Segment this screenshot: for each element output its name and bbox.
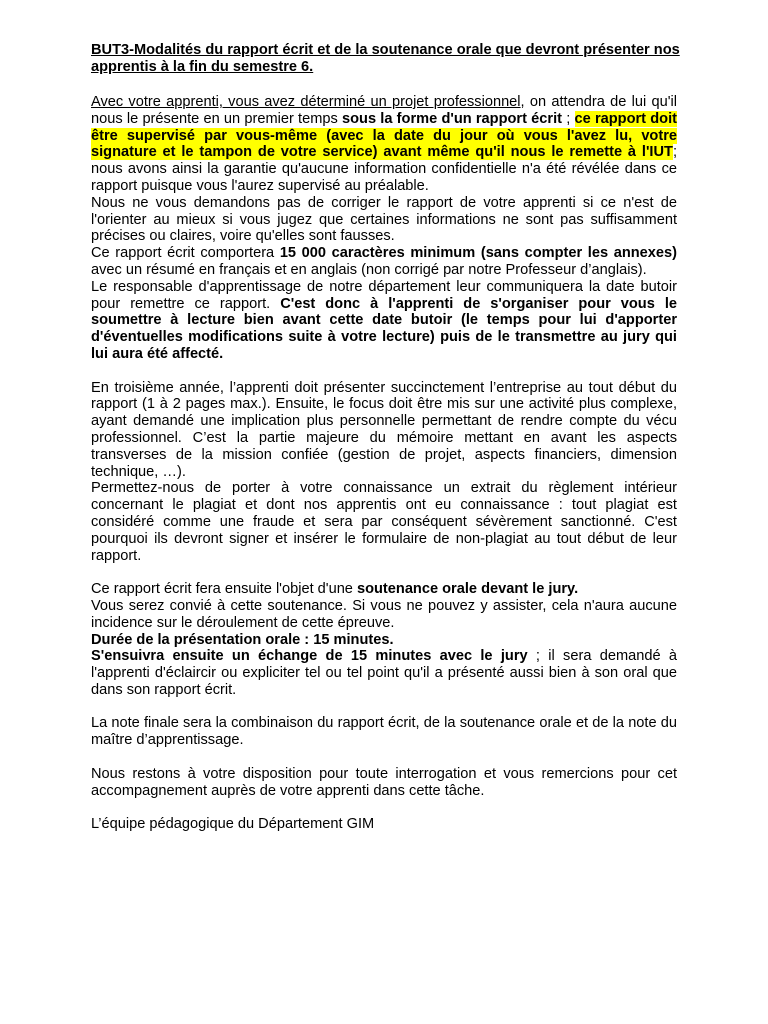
- paragraph-grade: La note finale sera la combinaison du rapport écrit, de la soutenance orale et de la note du maître d’apprentissage.: [91, 715, 677, 749]
- bold-run: sous la forme d'un rapport écrit: [342, 110, 563, 127]
- paragraph-closing: Nous restons à votre disposition pour toute interrogation et vous remercions pour cet accompagnement auprès de votre apprenti dans cette tâche.: [91, 765, 677, 799]
- paragraph-spacer: [91, 799, 677, 816]
- bold-run: C'est donc à l'apprenti de s'organiser pour vous le soumettre à lecture bien avant cette date butoir (le temps pour lui d'apporter d'éventuelles modifications suite à votre lecture) puis de le transmettre au jury qui lui aura été affecté.: [91, 295, 677, 362]
- paragraph-length: [91, 245, 677, 279]
- bold-run: soutenance orale devant le jury.: [356, 581, 579, 598]
- text-run: , on attendra de lui qu'il nous le présente en un premier temps: [91, 94, 677, 127]
- paragraph-oral: [91, 581, 677, 598]
- text-run: ; nous avons ainsi la garantie qu'aucune information confidentielle n'a été révélée dans ce rapport puisque vous l'aurez supervisé au préalable.: [91, 144, 677, 194]
- document-title: BUT3-Modalités du rapport écrit et de la soutenance orale que devront présenter nos apprentis à la fin du semestre 6.: [91, 42, 680, 75]
- paragraph-invitation: Vous serez convié à cette soutenance. Si vous ne pouvez y assister, cela n'aura aucune incidence sur le déroulement de cette épreuve.: [91, 597, 677, 631]
- paragraph-duration: [91, 632, 677, 649]
- highlighted-supervision-text: ce rapport doit être supervisé par vous-même (avec la date du jour où vous l'avez lu, votre signature et le tampon de votre service) avant même qu'il nous le remette à l'IUT: [91, 110, 678, 161]
- text-run: ;: [562, 110, 575, 127]
- underlined-intro: Avec votre apprenti, vous avez déterminé un projet professionnel: [91, 94, 521, 110]
- bold-run: 15 000 caractères minimum (sans compter les annexes): [279, 245, 677, 262]
- paragraph-exchange: [91, 648, 677, 698]
- paragraph-plagiarism: Permettez-nous de porter à votre connaissance un extrait du règlement intérieur concernant le plagiat et dont nos apprentis ont eu connaissance : tout plagiat est considéré comme une fraude et sera par conséquent sévèrement sanctionné. C'est pourquoi ils devront signer et insérer le formulaire de non-plagiat au tout début de leur rapport.: [91, 480, 677, 564]
- text-run: ; il sera demandé à l'apprenti d'éclaircir ou expliciter tel ou tel point qu'il a présenté aussi bien à son oral que dans son rapport écrit.: [91, 648, 677, 698]
- paragraph-content: En troisième année, l’apprenti doit présenter succinctement l’entreprise au tout début du rapport (1 à 2 pages max.). Ensuite, le focus doit être mis sur une activité plus complexe, ayant demandé une implication plus personnelle permettant de rendre compte du vécu professionnel. C’est la partie majeure du mémoire mettant en avant les aspects transverses de la mission confiée (gestion de projet, aspects financiers, dimension technique, …).: [91, 379, 677, 480]
- document-body: [91, 94, 677, 833]
- bold-run: Durée de la présentation orale : 15 minutes.: [91, 631, 394, 648]
- text-run: Ce rapport écrit fera ensuite l'objet d'une: [91, 581, 357, 598]
- signature-line: L’équipe pédagogique du Département GIM: [91, 816, 375, 833]
- text-run: Le responsable d'apprentissage de notre département leur communiquera la date butoir pour remettre ce rapport.: [91, 278, 677, 312]
- paragraph-spacer: [91, 564, 677, 581]
- text-run: Ce rapport écrit comportera: [91, 245, 280, 262]
- paragraph-correction: Nous ne vous demandons pas de corriger le rapport de votre apprenti si ce n'est de l'orienter au mieux si vous jugez que certaines informations ne sont pas suffisamment précises ou claires, voire qu'elles sont fausses.: [91, 194, 677, 245]
- text-run: avec un résumé en français et en anglais (non corrigé par notre Professeur d’anglais).: [91, 261, 647, 278]
- paragraph-spacer: [91, 749, 677, 766]
- paragraph-spacer: [91, 363, 677, 380]
- bold-run: S'ensuivra ensuite un échange de 15 minutes avec le jury: [91, 648, 528, 665]
- paragraph-spacer: [91, 699, 677, 716]
- paragraph-deadline: [91, 279, 677, 363]
- paragraph-project: [91, 94, 677, 195]
